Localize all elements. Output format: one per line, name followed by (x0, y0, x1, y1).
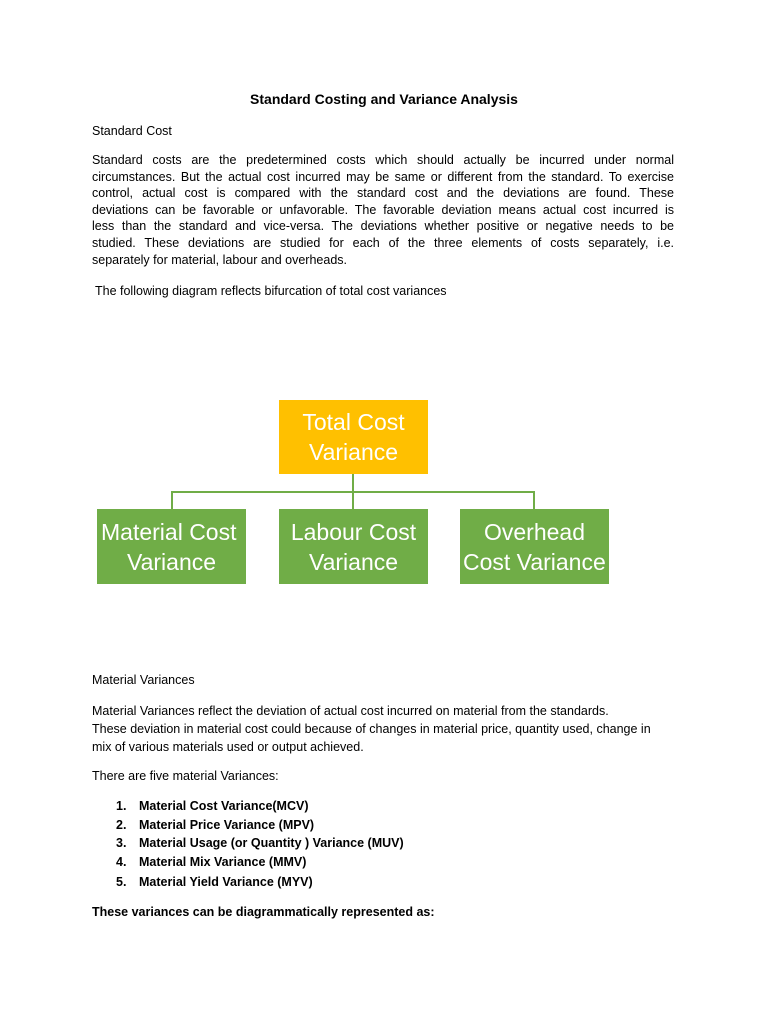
node-label-line: Variance (126, 548, 217, 575)
list-item (92, 817, 404, 834)
paragraph-line: studied. These deviations are studied for each of the three elements of costs separately, i.e. (92, 235, 674, 250)
list-item-text: Material Usage (or Quantity ) Variance (MUV) (139, 835, 404, 850)
list-item (92, 834, 404, 854)
list-number: 1. (116, 799, 127, 813)
list-item-text: Material Mix Variance (MMV) (139, 855, 307, 869)
paragraph-line: These deviation in material cost could because of changes in material price, quantity used, change in (92, 722, 651, 736)
diagram-node-material-cost-variance (97, 509, 246, 584)
node-label-line: Labour Cost (290, 518, 417, 545)
diagram-node-total-cost-variance (279, 400, 428, 474)
paragraph-standard-costs (92, 152, 674, 268)
node-label-line: Variance (308, 548, 399, 575)
node-label-line: Material Cost (101, 518, 237, 545)
connector-vertical-right (533, 491, 535, 509)
section-heading-material-variances: Material Variances (92, 673, 195, 687)
variance-list (92, 797, 404, 892)
list-item (92, 853, 404, 873)
list-item (92, 797, 404, 817)
connector-horizontal (171, 491, 535, 493)
list-number: 5. (116, 874, 127, 889)
node-label-line: Variance (308, 439, 399, 465)
paragraph-line: less than the standard and vice-versa. The deviations whether positive or negative needs to be (92, 219, 674, 234)
paragraph-line: separately for material, labour and overheads. (92, 252, 348, 267)
list-item-text: Material Price Variance (MPV) (139, 817, 315, 832)
list-item-text: Material Yield Variance (MYV) (139, 874, 313, 889)
node-label-line: Overhead (483, 518, 585, 545)
document-title: Standard Costing and Variance Analysis (250, 91, 518, 107)
diagram-node-labour-cost-variance (279, 509, 428, 584)
list-number: 3. (116, 835, 127, 850)
closing-statement: These variances can be diagrammatically represented as: (92, 905, 435, 919)
list-item (92, 873, 404, 893)
connector-vertical-left (171, 491, 173, 509)
paragraph-line: circumstances. But the actual cost incurred may be same or different from the standard. To exercise (92, 169, 674, 184)
list-number: 4. (116, 855, 127, 869)
paragraph-line: deviations can be favorable or unfavorable. The favorable deviation means actual cost incurred is (92, 202, 674, 217)
diagram-node-overhead-cost-variance (460, 509, 609, 584)
list-number: 2. (116, 817, 127, 832)
node-label-line: Total Cost (302, 409, 405, 435)
paragraph-diagram-intro: The following diagram reflects bifurcation of total cost variances (95, 284, 447, 298)
section-heading-standard-cost: Standard Cost (92, 124, 172, 138)
paragraph-five-variances: There are five material Variances: (92, 769, 279, 783)
paragraph-line: Standard costs are the predetermined costs which should actually be incurred under normal (92, 153, 674, 167)
node-label-line: Cost Variance (463, 548, 606, 575)
list-item-text: Material Cost Variance(MCV) (139, 799, 309, 813)
paragraph-line: control, actual cost is compared with the standard cost and the deviations are found. These (92, 186, 674, 201)
paragraph-line: Material Variances reflect the deviation of actual cost incurred on material from the standards. (92, 704, 609, 718)
paragraph-line: mix of various materials used or output achieved. (92, 740, 364, 754)
paragraph-material-variances (92, 702, 682, 756)
